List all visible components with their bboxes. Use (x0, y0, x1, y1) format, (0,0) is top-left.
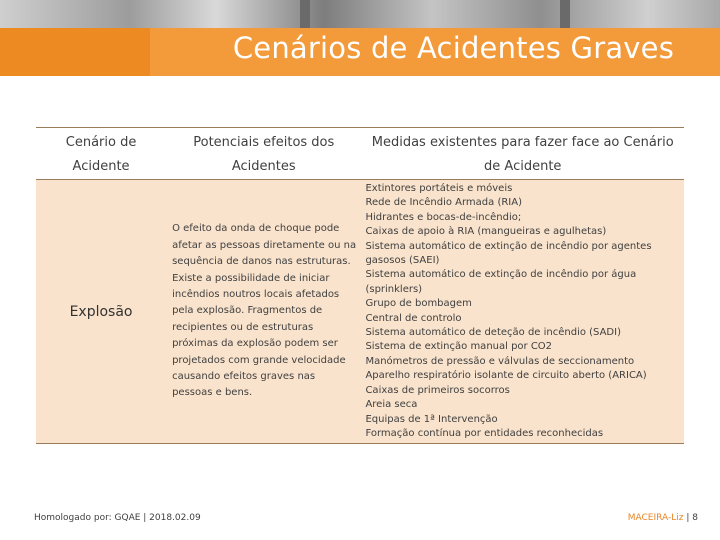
measure-item: Sistema automático de extinção de incêndio por agentes (365, 240, 652, 252)
scenario-table (36, 127, 684, 444)
measure-item: Central de controlo (365, 312, 462, 324)
slide-title: Cenários de Acidentes Graves (232, 31, 674, 65)
footer-org: MACEIRA-Liz (627, 513, 684, 523)
table-row (36, 180, 684, 444)
measure-item: Grupo de bombagem (365, 298, 472, 310)
table-header-row (36, 128, 684, 180)
header-scenario: Cenário de Acidente (36, 128, 166, 180)
measure-item: Rede de Incêndio Armada (RIA) (365, 197, 523, 209)
measure-item: (sprinklers) (365, 283, 423, 295)
measure-item: Caixas de apoio à RIA (mangueiras e agulhetas) (365, 226, 607, 238)
measure-item: Equipas de 1ª Intervenção (365, 413, 498, 425)
scenario-cell: Explosão (36, 180, 166, 444)
footer-separator: | (686, 513, 690, 523)
measure-item: Sistema automático de extinção de incêndio por água (365, 269, 637, 281)
page-number: 8 (692, 513, 698, 523)
header-photo-strip (0, 0, 720, 28)
measures-cell (361, 180, 684, 444)
measure-item: Sistema de extinção manual por CO2 (365, 341, 553, 353)
measure-item: Manómetros de pressão e válvulas de seccionamento (365, 355, 635, 367)
measure-item: Caixas de primeiros socorros (365, 384, 510, 396)
header-effects: Potenciais efeitos dos Acidentes (166, 128, 361, 180)
footer-approval: Homologado por: GQAE | 2018.02.09 (34, 513, 201, 523)
measure-item: Areia seca (365, 399, 418, 411)
footer-page-info (628, 513, 698, 523)
measure-item: Sistema automático de deteção de incêndio (SADI) (365, 327, 621, 339)
header-measures: Medidas existentes para fazer face ao Cenário de Acidente (361, 128, 684, 180)
measure-item: Aparelho respiratório isolante de circuito aberto (ARICA) (365, 370, 647, 382)
measure-item: Extintores portáteis e móveis (365, 183, 513, 194)
measure-item: Formação contínua por entidades reconhecidas (365, 427, 604, 439)
measure-item: Hidrantes e bocas-de-incêndio; (365, 211, 522, 223)
effects-cell: O efeito da onda de choque pode afetar as pessoas diretamente ou na sequência de danos nas estruturas. Existe a possibilidade de iniciar incêndios noutros locais afetados pela explosão. Fragmentos de recipientes ou de estruturas próximas da explosão podem ser projetados com grande velocidade causando efeitos graves nas pessoas e bens. (166, 180, 361, 444)
measure-item: gasosos (SAEI) (365, 255, 440, 267)
